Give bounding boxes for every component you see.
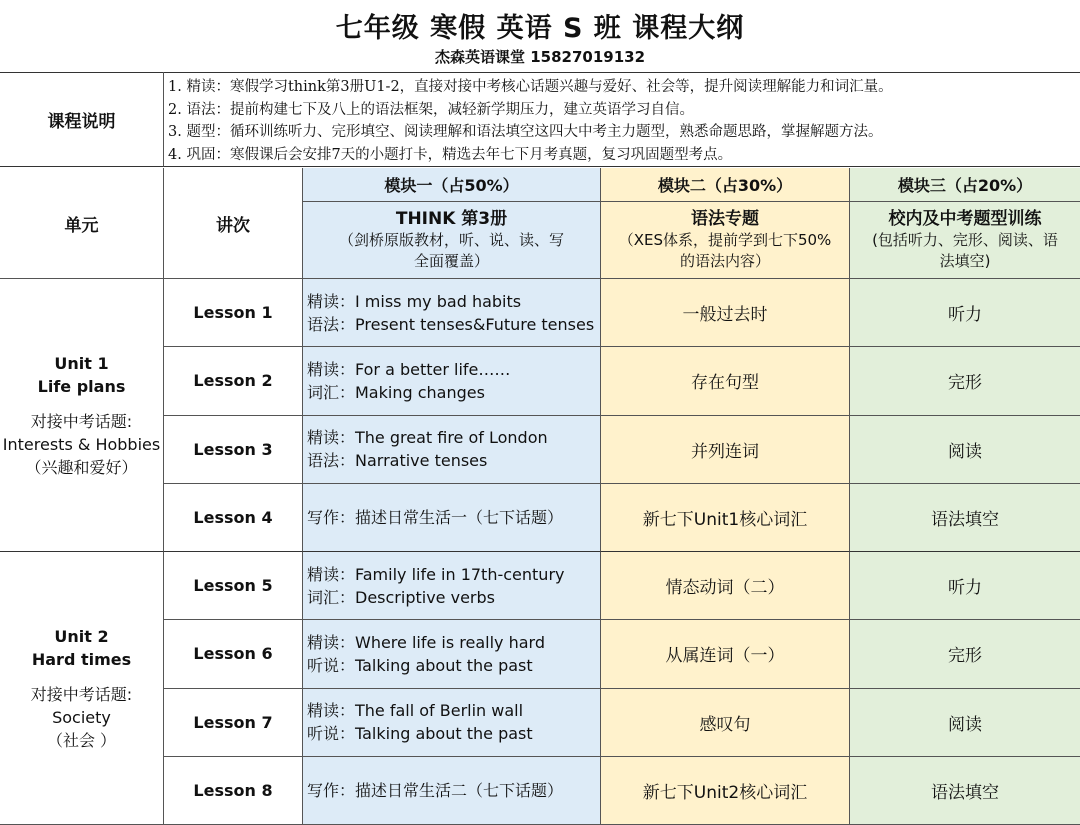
module3-header: 模块三（占20%） [850, 168, 1080, 202]
description-line-2: 2. 语法：提前构建七下及八上的语法框架，减轻新学期压力，建立英语学习自信。 [168, 101, 694, 118]
lesson-3-module1 [303, 416, 601, 484]
unit-2-topic-en: Hard times [31, 649, 132, 669]
module2-note-line-1: （XES体系，提前学到七下50% [618, 230, 832, 249]
lesson-4-module2: 新七下Unit1核心词汇 [601, 484, 850, 552]
module2-note-line-2: 的语法内容） [679, 251, 770, 270]
unit-1-connect: 对接中考话题: [30, 411, 133, 431]
lesson-1-module3: 听力 [850, 279, 1080, 347]
unit-2-topic-cn: （社会 ） [46, 730, 117, 750]
module3-note-line-2: 法填空) [939, 251, 991, 270]
lesson-7-module3: 阅读 [850, 689, 1080, 757]
lesson-5-label: Lesson 5 [164, 552, 303, 620]
lesson-8-module1-line-1: 写作：描述日常生活二（七下话题） [307, 780, 564, 800]
lesson-4-module1-line-1: 写作：描述日常生活一（七下话题） [307, 507, 564, 527]
lesson-4-module3: 语法填空 [850, 484, 1080, 552]
module3-title-cell [850, 202, 1080, 279]
unit-2-name: Unit 2 [54, 626, 109, 646]
module2-title: 语法专题 [691, 208, 759, 229]
lesson-8-module3: 语法填空 [850, 757, 1080, 825]
description-line-4: 4. 巩固：寒假课后会安排7天的小题打卡，精选去年七下月考真题，复习巩固题型考点。 [168, 146, 733, 163]
module3-title: 校内及中考题型训练 [888, 208, 1042, 229]
page-title: 七年级 寒假 英语 S 班 课程大纲 [335, 13, 745, 44]
lesson-3-module1-line-2: 语法：Narrative tenses [307, 451, 488, 471]
lesson-5-module1 [303, 552, 601, 620]
lesson-2-module1 [303, 347, 601, 415]
lesson-7-module2: 感叹句 [601, 689, 850, 757]
lesson-7-module1 [303, 689, 601, 757]
lesson-4-module1 [303, 484, 601, 552]
lesson-5-module1-line-2: 词汇：Descriptive verbs [307, 587, 495, 607]
lesson-2-module2: 存在句型 [601, 347, 850, 415]
unit-column-header: 单元 [0, 168, 164, 279]
lesson-4-label: Lesson 4 [164, 484, 303, 552]
lesson-6-module1-line-2: 听说：Talking about the past [307, 655, 533, 675]
lesson-8-label: Lesson 8 [164, 757, 303, 825]
lesson-7-module1-line-1: 精读：The fall of Berlin wall [307, 701, 524, 721]
lesson-5-module3: 听力 [850, 552, 1080, 620]
module1-header: 模块一（占50%） [303, 168, 601, 202]
lesson-2-module3: 完形 [850, 347, 1080, 415]
lesson-7-label: Lesson 7 [164, 689, 303, 757]
description-line-3: 3. 题型：循环训练听力、完形填空、阅读理解和语法填空这四大中考主力题型，熟悉命题思路，掌握解题方法。 [168, 124, 883, 140]
module2-header: 模块二（占30%） [601, 168, 850, 202]
lesson-6-label: Lesson 6 [164, 620, 303, 688]
lesson-3-module3: 阅读 [850, 416, 1080, 484]
lesson-1-module1-line-1: 精读：I miss my bad habits [307, 291, 522, 311]
lesson-8-module1 [303, 757, 601, 825]
module3-note-line-1: (包括听力、完形、阅读、语 [872, 230, 1058, 249]
unit-1-topic: Interests & Hobbies [2, 434, 161, 454]
contact-subtitle: 杰森英语课堂 15827019132 [434, 48, 646, 66]
lesson-7-module1-line-2: 听说：Talking about the past [307, 724, 533, 744]
title-block [0, 0, 1080, 73]
unit-1-cell [0, 279, 164, 552]
description-label: 课程说明 [0, 72, 164, 167]
lesson-1-label: Lesson 1 [164, 279, 303, 347]
lesson-3-module1-line-1: 精读：The great fire of London [307, 428, 548, 448]
lesson-8-module2: 新七下Unit2核心词汇 [601, 757, 850, 825]
lesson-6-module1 [303, 620, 601, 688]
unit-1-topic-en: Life plans [37, 376, 126, 396]
lesson-5-module2: 情态动词（二） [601, 552, 850, 620]
unit-1-name: Unit 1 [54, 353, 109, 373]
module1-note-line-1: （剑桥原版教材，听、说、读、写 [338, 230, 564, 249]
module1-title: THINK 第3册 [395, 208, 508, 229]
lesson-2-module1-line-2: 词汇：Making changes [307, 382, 485, 402]
lesson-5-module1-line-1: 精读：Family life in 17th-century [307, 564, 565, 584]
lesson-6-module2: 从属连词（一） [601, 620, 850, 688]
lesson-column-header: 讲次 [164, 168, 303, 279]
module1-note-line-2: 全面覆盖） [413, 251, 489, 270]
module2-title-cell [601, 202, 850, 279]
module1-title-cell [303, 202, 601, 279]
lesson-6-module1-line-1: 精读：Where life is really hard [307, 632, 546, 652]
unit-2-connect: 对接中考话题: [30, 684, 133, 704]
unit-1-topic-cn: （兴趣和爱好） [25, 457, 138, 477]
lesson-6-module3: 完形 [850, 620, 1080, 688]
unit-2-topic: Society [52, 707, 111, 727]
lesson-1-module2: 一般过去时 [601, 279, 850, 347]
description-line-1: 1. 精读：寒假学习think第3册U1-2，直接对接中考核心话题兴趣与爱好、社会等，提升阅读理解能力和词汇量。 [168, 79, 893, 95]
lesson-1-module1 [303, 279, 601, 347]
lesson-2-module1-line-1: 精读：For a better life…… [307, 359, 511, 379]
lesson-1-module1-line-2: 语法：Present tenses&Future tenses [307, 314, 595, 334]
lesson-3-label: Lesson 3 [164, 416, 303, 484]
description-body [164, 72, 1080, 167]
unit-2-cell [0, 552, 164, 825]
lesson-3-module2: 并列连词 [601, 416, 850, 484]
lesson-2-label: Lesson 2 [164, 347, 303, 415]
